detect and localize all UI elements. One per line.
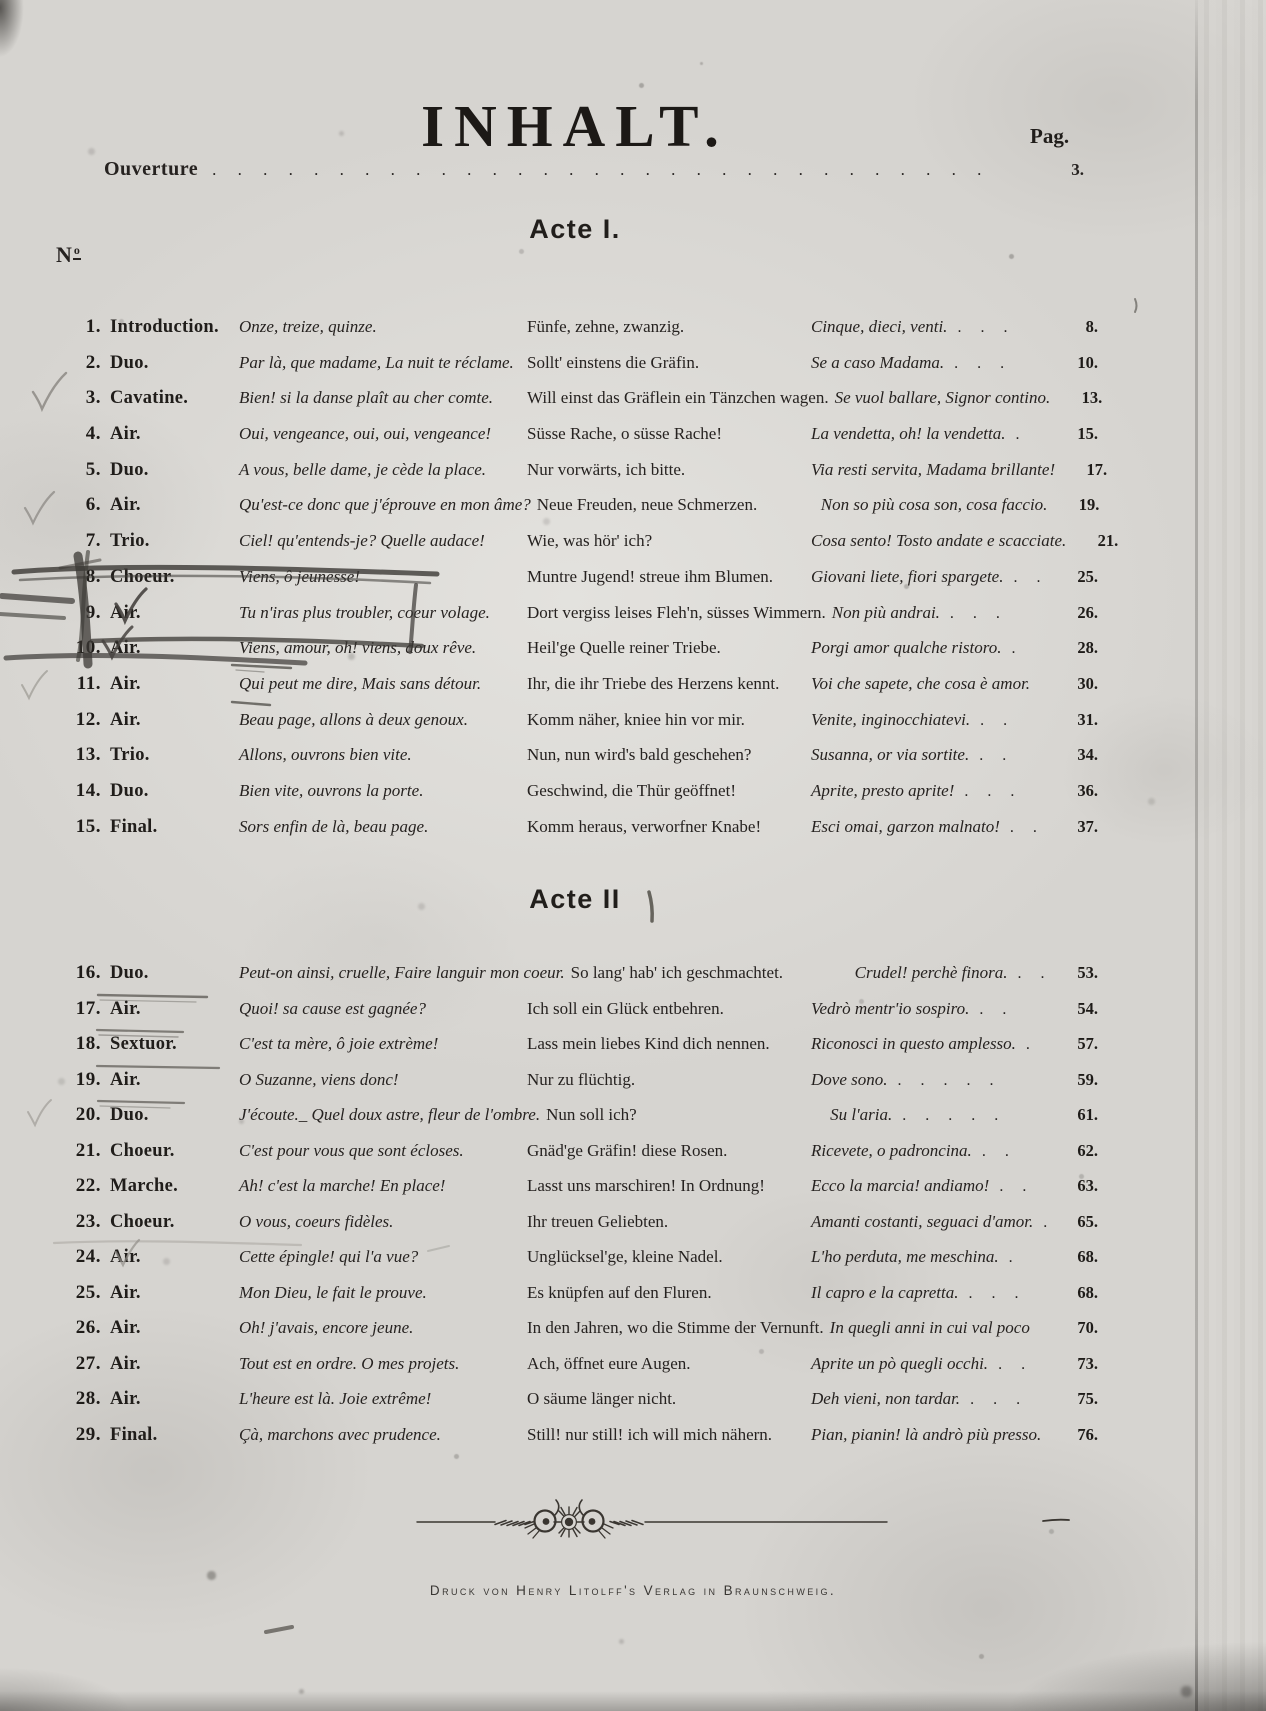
toc-row — [55, 744, 1098, 780]
row-title-french: O Suzanne, viens donc! — [239, 1069, 399, 1089]
row-tail — [811, 531, 1119, 551]
row-title-french: C'est ta mère, ô joie extrème! — [239, 1034, 439, 1053]
row-title-french: Qu'est-ce donc que j'éprouve en mon âme? — [239, 495, 531, 515]
row-number: 19. — [75, 1068, 101, 1090]
row-page: 17. — [1086, 459, 1108, 479]
row-tail — [811, 710, 1098, 730]
row-title-french: Peut-on ainsi, cruelle, Faire languir mon coeur. — [239, 963, 565, 982]
row-title-french: L'heure est là. Joie extrême! — [239, 1389, 432, 1408]
row-page: 76. — [1077, 1424, 1098, 1444]
row-page: 54. — [1077, 998, 1098, 1018]
row-title-german: Dort vergiss leises Fleh'n, süsses Wimmern. — [527, 602, 826, 622]
toc-row — [55, 673, 1098, 709]
row-genre: Choeur. — [110, 566, 175, 587]
row-title-italian: Pian, pianin! là andrò più presso. — [811, 1424, 1042, 1444]
row-tail — [811, 999, 1098, 1019]
row-title-german: Will einst das Gräflein ein Tänzchen wagen. — [527, 388, 829, 408]
pag-column-label: Pag. — [1030, 124, 1070, 148]
row-tail — [811, 1070, 1098, 1090]
row-number: 4. — [85, 423, 101, 445]
row-tail — [811, 1212, 1098, 1232]
row-title-french: Ciel! qu'entends-je? Quelle audace! — [239, 531, 485, 551]
row-number: 25. — [75, 1281, 101, 1303]
row-number: 17. — [75, 997, 101, 1019]
row-title-french: Onze, treize, quinze. — [239, 317, 377, 336]
toc-row — [55, 530, 1119, 566]
row-genre: Duo. — [110, 459, 149, 480]
leader-dots: . — [1025, 1036, 1030, 1053]
page-title: INHALT. — [421, 92, 729, 159]
row-title-french: Par là, que madame, La nuit te réclame. — [239, 352, 514, 372]
row-genre: Duo. — [110, 352, 149, 373]
row-title-italian: L'ho perduta, me meschina. — [811, 1247, 999, 1266]
row-page: 68. — [1077, 1282, 1098, 1302]
row-tail — [811, 745, 1098, 765]
page-edge-strip — [1198, 0, 1266, 1711]
leader-dots: . — [1008, 1249, 1013, 1266]
toc-row — [55, 1140, 1098, 1176]
row-title-german: Heil'ge Quelle reiner Triebe. — [527, 638, 721, 658]
leader-dots: . . — [1017, 965, 1045, 982]
row-page: 30. — [1077, 673, 1098, 693]
row-page: 70. — [1077, 1318, 1098, 1337]
leader-dots: . . . . . — [897, 1071, 994, 1089]
row-genre: Air. — [110, 1282, 141, 1303]
row-number: 3. — [85, 387, 101, 409]
row-title-italian: Riconosci in questo amplesso. — [811, 1034, 1016, 1053]
ouverture-page: 3. — [1071, 160, 1084, 179]
leader-dots: . . . . . — [902, 1107, 999, 1124]
row-tail — [811, 459, 1108, 480]
leader-dots: . — [1011, 640, 1016, 658]
toc-row — [55, 816, 1098, 852]
row-genre: Air. — [110, 998, 141, 1019]
row-tail — [811, 353, 1098, 373]
leader-dots: . . — [979, 1000, 1007, 1018]
row-tail — [811, 1425, 1098, 1445]
number-column-label — [56, 242, 81, 268]
row-page: 65. — [1077, 1211, 1098, 1231]
row-title-german: Lass mein liebes Kind dich nennen. — [527, 1034, 770, 1053]
row-genre: Final. — [110, 816, 158, 837]
toc-row — [55, 1104, 1098, 1140]
row-title-french: Sors enfin de là, beau page. — [239, 816, 429, 836]
row-page: 73. — [1077, 1353, 1098, 1373]
toc-row — [55, 1175, 1098, 1211]
leader-dots: . . — [981, 1142, 1009, 1160]
row-title-german: Fünfe, zehne, zwanzig. — [527, 317, 685, 336]
row-title-italian: Via resti servita, Madama brillante! — [811, 459, 1056, 479]
row-page: 25. — [1077, 566, 1098, 586]
row-page: 19. — [1078, 495, 1100, 515]
row-title-french: C'est pour vous que sont écloses. — [239, 1140, 464, 1160]
pencil-tick-row1-margin — [1135, 299, 1137, 312]
pencil-check-row6 — [25, 492, 54, 523]
row-title-french: O vous, coeurs fidèles. — [239, 1211, 394, 1231]
row-title-german: Muntre Jugend! streue ihm Blumen. — [527, 566, 773, 586]
leader-dots: . . . — [949, 604, 1000, 622]
row-number: 10. — [75, 637, 101, 659]
row-title-french: Viens, ô jeunesse! — [239, 566, 361, 586]
row-page: 59. — [1077, 1069, 1098, 1089]
row-number: 15. — [75, 815, 101, 837]
leader-dots: . — [1015, 426, 1020, 444]
row-title-italian: Su l'aria. — [830, 1105, 893, 1124]
row-tail — [811, 567, 1098, 587]
row-genre: Air. — [110, 1389, 141, 1409]
row-number: 1. — [85, 316, 101, 337]
row-genre: Air. — [110, 495, 141, 516]
row-title-german: Geschwind, die Thür geöffnet! — [527, 780, 736, 800]
row-genre: Duo. — [110, 780, 149, 801]
row-title-french: Oui, vengeance, oui, oui, vengeance! — [239, 424, 492, 444]
row-tail — [811, 1283, 1098, 1303]
row-tail — [811, 424, 1098, 444]
leader-dots: . . . — [954, 354, 1005, 372]
toc-row — [55, 998, 1098, 1034]
ouverture-label: Ouverture — [104, 158, 199, 180]
row-genre: Air. — [110, 1247, 141, 1267]
toc-row — [55, 780, 1098, 816]
toc-row — [55, 1317, 1098, 1353]
row-title-italian: Susanna, or via sortite. — [811, 745, 970, 765]
leader-dots: . . — [999, 1178, 1027, 1195]
row-genre: Air. — [110, 1353, 141, 1374]
row-page: 26. — [1077, 602, 1098, 622]
row-title-german: In den Jahren, wo die Stimme der Vernunft. — [527, 1318, 824, 1337]
row-title-italian: Non più andrai. — [831, 602, 940, 622]
leader-dots: . . . . . . . . . . . . . . . . . . . . . . . . . . . . . . . — [212, 160, 982, 179]
row-title-french: Çà, marchons avec prudence. — [239, 1424, 441, 1444]
toc-row — [55, 316, 1098, 352]
row-genre: Duo. — [110, 1105, 149, 1125]
row-title-german: Ach, öffnet eure Augen. — [527, 1353, 691, 1373]
row-page: 53. — [1077, 963, 1098, 982]
printer-imprint: Druck von Henry Litolff's Verlag in Braunschweig. — [429, 1583, 837, 1598]
row-title-german: Lasst uns marschiren! In Ordnung! — [527, 1176, 765, 1195]
toc-row — [55, 1353, 1098, 1389]
row-number: 18. — [75, 1033, 101, 1054]
toc-row — [55, 387, 1103, 423]
pencil-dash-bottom — [266, 1627, 292, 1632]
toc-row — [55, 458, 1108, 495]
row-title-german: Nur zu flüchtig. — [527, 1069, 636, 1089]
row-title-french: Bien vite, ouvrons la porte. — [239, 780, 424, 800]
toc-row — [55, 1424, 1098, 1460]
toc-row — [55, 602, 1098, 638]
row-title-italian: Giovani liete, fiori spargete. — [811, 566, 1004, 586]
row-genre: Air. — [110, 638, 141, 659]
row-tail — [811, 781, 1098, 801]
row-number: 21. — [75, 1139, 101, 1161]
row-title-italian: Amanti costanti, seguaci d'amor. — [811, 1211, 1034, 1231]
row-title-french: A vous, belle dame, je cède la place. — [239, 459, 487, 479]
toc-row — [55, 1282, 1098, 1318]
row-genre: Air. — [110, 673, 141, 694]
row-tail — [811, 1247, 1098, 1267]
row-title-italian: Dove sono. — [811, 1069, 888, 1089]
row-title-french: Tu n'iras plus troubler, coeur volage. — [239, 602, 490, 622]
toc-row — [55, 352, 1098, 388]
row-title-french: Oh! j'avais, encore jeune. — [239, 1318, 414, 1337]
row-number: 14. — [75, 779, 101, 801]
row-genre: Air. — [110, 424, 141, 445]
row-number: 20. — [75, 1104, 101, 1125]
toc-row — [55, 1069, 1098, 1105]
toc-row — [55, 494, 1098, 530]
acte1-rows — [55, 316, 1119, 851]
row-tail — [855, 963, 1098, 983]
row-title-german: Neue Freuden, neue Schmerzen. — [536, 495, 758, 515]
row-title-french: Mon Dieu, le fait le prouve. — [239, 1282, 427, 1302]
row-title-german: So lang' hab' ich geschmachtet. — [570, 963, 784, 982]
pencil-check-row20 — [28, 1100, 51, 1125]
toc-row — [55, 1246, 1098, 1282]
acte1-heading: Acte I. — [529, 214, 621, 244]
row-page: 34. — [1077, 745, 1098, 765]
row-title-french: J'écoute._ Quel doux astre, fleur de l'ombre. — [239, 1105, 541, 1124]
row-number: 9. — [85, 601, 101, 623]
row-number: 13. — [75, 744, 101, 766]
row-tail — [811, 1034, 1098, 1054]
row-page: 62. — [1077, 1140, 1098, 1160]
toc-row — [55, 1211, 1098, 1247]
row-title-italian: Aprite, presto aprite! — [811, 780, 955, 800]
toc-row — [55, 566, 1098, 602]
row-title-italian: Crudel! perchè finora. — [854, 963, 1008, 982]
scan-corner-shadow-topleft — [0, 0, 30, 64]
ornament-divider — [395, 1496, 1095, 1548]
row-title-italian: Venite, inginocchiatevi. — [811, 709, 971, 729]
toc-row — [55, 637, 1098, 673]
row-title-german: Nun, nun wird's bald geschehen? — [527, 745, 752, 765]
row-number: 2. — [85, 351, 101, 373]
row-page: 15. — [1077, 424, 1098, 444]
toc-row — [55, 1033, 1098, 1069]
row-title-french: Beau page, allons à deux genoux. — [239, 709, 468, 729]
row-genre: Trio. — [110, 745, 150, 766]
row-tail — [811, 317, 1098, 337]
row-title-german: Nur vorwärts, ich bitte. — [527, 459, 686, 479]
row-title-french: Ah! c'est la marche! En place! — [239, 1176, 446, 1195]
row-title-italian: Aprite un pò quegli occhi. — [811, 1353, 989, 1373]
row-title-italian: Voi che sapete, che cosa è amor. — [811, 673, 1031, 693]
row-number: 8. — [85, 565, 101, 587]
row-title-german: Ihr treuen Geliebten. — [527, 1211, 669, 1231]
leader-dots: . . . — [968, 1284, 1019, 1302]
pencil-check-row11 — [22, 671, 47, 698]
row-tail — [811, 1176, 1098, 1196]
row-genre: Marche. — [110, 1176, 179, 1196]
row-title-french: Quoi! sa cause est gagnée? — [239, 998, 426, 1018]
row-title-italian: Cosa sento! Tosto andate e scacciate. — [811, 531, 1067, 551]
row-title-german: Komm näher, kniee hin vor mir. — [527, 709, 745, 729]
row-title-german: Wie, was hör' ich? — [527, 531, 653, 551]
row-title-italian: Se a caso Madama. — [811, 352, 945, 372]
row-tail — [811, 1354, 1098, 1374]
row-title-italian: Cinque, dieci, venti. — [811, 317, 948, 336]
row-tail — [821, 495, 1098, 515]
toc-row — [55, 423, 1098, 459]
row-tail — [811, 638, 1098, 658]
row-tail — [811, 674, 1098, 694]
toc-row — [55, 1388, 1098, 1424]
row-title-italian: Ecco la marcia! andiamo! — [811, 1176, 990, 1195]
row-title-french: Allons, ouvrons bien vite. — [239, 745, 412, 765]
row-page: 75. — [1077, 1389, 1098, 1408]
row-genre: Sextuor. — [110, 1034, 177, 1054]
row-title-french: Viens, amour, oh! viens, doux rêve. — [239, 638, 477, 658]
leader-dots: . . . — [970, 1391, 1021, 1408]
row-page: 61. — [1077, 1105, 1098, 1124]
row-title-italian: Vedrò mentr'io sospiro. — [811, 998, 970, 1018]
row-title-italian: Deh vieni, non tardar. — [811, 1389, 961, 1408]
scan-corner-shadow-bottomleft — [0, 1667, 130, 1711]
row-title-german: O säume länger nicht. — [527, 1389, 677, 1408]
row-tail — [830, 1105, 1098, 1125]
row-title-french: Bien! si la danse plaît au cher comte. — [239, 388, 494, 408]
leader-dots: . . . — [964, 782, 1015, 800]
row-tail — [830, 1318, 1098, 1338]
row-page: 28. — [1077, 638, 1098, 658]
leader-dots: . — [1043, 1213, 1048, 1231]
row-title-italian: La vendetta, oh! la vendetta. — [811, 424, 1006, 444]
row-page: 63. — [1077, 1176, 1098, 1195]
row-title-italian: Se vuol ballare, Signor contino. — [834, 388, 1051, 408]
row-genre: Air. — [110, 1318, 141, 1338]
row-title-french: Tout est en ordre. O mes projets. — [239, 1353, 460, 1373]
acte2-heading: Acte II — [529, 884, 621, 914]
row-genre: Air. — [110, 602, 141, 623]
leader-dots: . . — [998, 1355, 1026, 1373]
row-title-german: Ihr, die ihr Triebe des Herzens kennt. — [527, 673, 780, 693]
leader-dots: . . — [980, 711, 1008, 729]
row-title-german: Still! nur still! ich will mich nähern. — [527, 1424, 773, 1444]
row-genre: Choeur. — [110, 1211, 175, 1232]
row-genre: Cavatine. — [110, 388, 189, 409]
row-genre: Trio. — [110, 531, 150, 552]
row-title-italian: Porgi amor qualche ristoro. — [811, 638, 1002, 658]
row-genre: Duo. — [110, 963, 149, 983]
row-number: 28. — [75, 1388, 101, 1409]
row-title-german: Komm heraus, verworfner Knabe! — [527, 816, 762, 836]
scan-corner-shadow-bottomright — [1006, 1641, 1266, 1711]
acte2-rows — [55, 962, 1098, 1459]
leader-dots: . . . — [957, 319, 1008, 336]
leader-dots: . . — [1009, 818, 1037, 836]
leader-dots: . . — [979, 747, 1007, 765]
row-title-italian: Il capro e la capretta. — [811, 1282, 959, 1302]
row-genre: Choeur. — [110, 1140, 175, 1161]
leader-dots: . . — [1013, 568, 1041, 586]
row-title-italian: In quegli anni in cui val poco — [829, 1318, 1030, 1337]
row-tail — [834, 388, 1103, 408]
toc-row — [55, 962, 1098, 998]
row-page: 21. — [1097, 531, 1119, 551]
row-title-german: Gnäd'ge Gräfin! diese Rosen. — [527, 1140, 728, 1160]
row-page: 37. — [1077, 816, 1098, 836]
row-genre: Air. — [110, 1069, 141, 1090]
row-tail — [832, 603, 1098, 623]
row-page: 13. — [1081, 388, 1103, 408]
row-number: 24. — [75, 1246, 101, 1267]
row-number: 23. — [75, 1210, 101, 1232]
row-tail — [811, 1141, 1098, 1161]
number-label-n: N — [56, 242, 72, 267]
row-number: 7. — [85, 530, 101, 552]
row-title-french: Cette épingle! qui l'a vue? — [239, 1247, 419, 1266]
toc-row — [55, 709, 1098, 745]
row-number: 16. — [75, 962, 101, 983]
row-number: 6. — [85, 494, 101, 516]
row-page: 68. — [1077, 1247, 1098, 1266]
row-page: 36. — [1077, 780, 1098, 800]
row-title-german: Sollt' einstens die Gräfin. — [527, 352, 700, 372]
ouverture-row — [104, 158, 1084, 181]
number-label-sup-o: o — [73, 243, 81, 260]
row-number: 22. — [75, 1175, 101, 1196]
row-page: 31. — [1077, 709, 1098, 729]
row-genre: Introduction. — [110, 317, 219, 337]
row-title-german: Süsse Rache, o süsse Rache! — [527, 424, 722, 444]
row-number: 12. — [75, 708, 101, 730]
row-title-italian: Non so più cosa son, cosa faccio. — [820, 495, 1048, 515]
row-title-italian: Esci omai, garzon malnato! — [811, 816, 1000, 836]
row-number: 27. — [75, 1352, 101, 1374]
row-tail — [811, 1389, 1098, 1409]
row-genre: Final. — [110, 1424, 158, 1445]
row-title-french: Qui peut me dire, Mais sans détour. — [239, 673, 482, 693]
row-number: 26. — [75, 1317, 101, 1338]
row-tail — [811, 817, 1098, 837]
row-genre: Air. — [110, 709, 141, 730]
row-title-german: Nun soll ich? — [546, 1105, 637, 1124]
row-number: 5. — [85, 458, 101, 480]
row-number: 29. — [75, 1423, 101, 1445]
row-title-german: Unglücksel'ge, kleine Nadel. — [527, 1247, 723, 1266]
row-number: 11. — [76, 672, 101, 694]
row-page: 10. — [1077, 352, 1098, 372]
row-page: 8. — [1085, 317, 1098, 336]
row-title-italian: Ricevete, o padroncina. — [811, 1140, 972, 1160]
row-title-german: Ich soll ein Glück entbehren. — [527, 998, 724, 1018]
row-title-german: Es knüpfen auf den Fluren. — [527, 1282, 712, 1302]
row-page: 57. — [1077, 1034, 1098, 1053]
